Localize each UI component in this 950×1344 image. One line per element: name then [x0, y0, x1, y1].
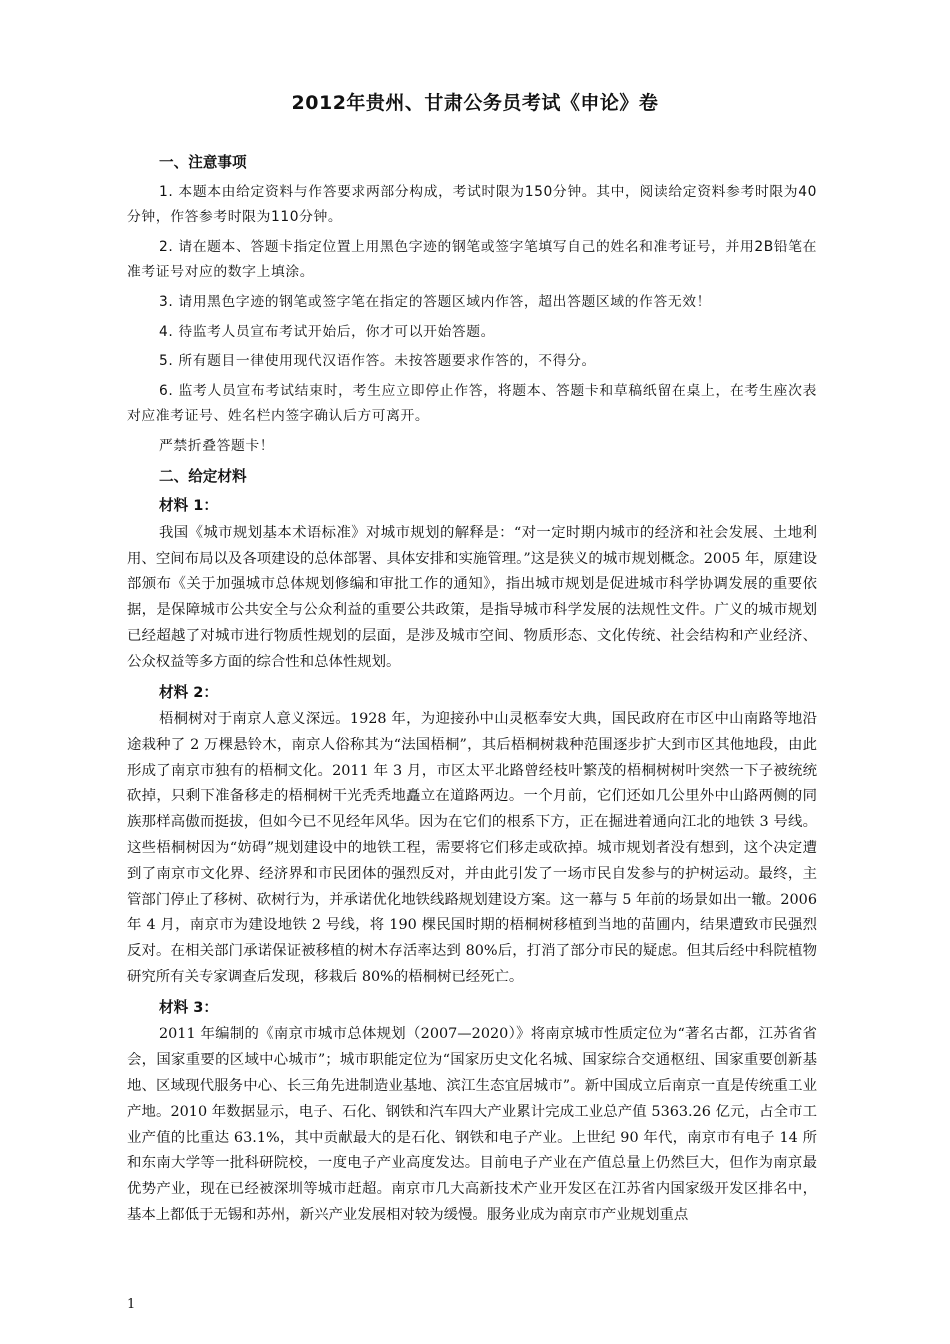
page-number: 1 [127, 1297, 136, 1312]
material-paragraph: 2011 年编制的《南京市城市总体规划（2007—2020）》将南京城市性质定位为“著名古都，江苏省省会，国家重要的区域中心城市”；城市职能定位为“国家历史文化名城、国家综合交通枢纽、国家重要创新基地、区域现代服务中心、长三角先进制造业基地、滨江生态宜居城市”。新中国成立后南京一直是传统重工业产地。2010 年数据显示，电子、石化、钢铁和汽车四大产业累计完成工业总产值 5363.26 亿元，占全市工业产值的比重达 63.1%，其中贡献最大的是石化、钢铁和电子产业。上世纪 90 年代，南京市有电子 14 所和东南大学等一批科研院校，一度电子产业高度发达。目前电子产业在产值总量上仍然巨大，但作为南京最优势产业，现在已经被深圳等城市赶超。南京市几大高新技术产业开发区在江苏省内国家级开发区排名中，基本上都低于无锡和苏州，新兴产业发展相对较为缓慢。服务业成为南京市产业规划重点 [127, 1026, 817, 1224]
material-label: 材料 3： [159, 998, 219, 1016]
notice-item: 2. 请在题本、答题卡指定位置上用黑色字迹的钢笔或签字笔填写自己的姓名和准考证号，并用2B铅笔在准考证号对应的数字上填涂。 [127, 238, 817, 281]
material-paragraph: 我国《城市规划基本术语标准》对城市规划的解释是：“对一定时期内城市的经济和社会发展、土地利用、空间布局以及各项建设的总体部署、具体安排和实施管理。”这是狭义的城市规划概念。2005 年，原建设部颁布《关于加强城市总体规划修编和审批工作的通知》，指出城市规划是促进城市科学协调发展的重要依据，是保障城市公共安全与公众利益的重要公共政策，是指导城市科学发展的法规性文件。广义的城市规划已经超越了对城市进行物质性规划的层面，是涉及城市空间、物质形态、文化传统、社会结构和产业经济、公众权益等多方面的综合性和总体性规划。 [127, 524, 817, 670]
section-heading-materials: 二、给定材料 [159, 467, 247, 485]
material-paragraph: 梧桐树对于南京人意义深远。1928 年，为迎接孙中山灵柩奉安大典，国民政府在市区中山南路等地沿途栽种了 2 万棵悬铃木，南京人俗称其为“法国梧桐”，其后梧桐树栽种范围逐步扩大到市区其他地段，由此形成了南京市独有的梧桐文化。2011 年 3 月，市区太平北路曾经枝叶繁茂的梧桐树树叶突然一下子被统统砍掉，只剩下准备移走的梧桐树干光秃秃地矗立在道路两边。一个月前，它们还如几公里外中山路两侧的同族那样高傲而挺拔，但如今已不见经年风华。因为在它们的根系下方，正在掘进着通向江北的地铁 3 号线。这些梧桐树因为“妨碍”规划建设中的地铁工程，需要将它们移走或砍掉。城市规划者没有想到，这个决定遭到了南京市文化界、经济界和市民团体的强烈反对，并由此引发了一场市民自发参与的护树运动。最终，主管部门停止了移树、砍树行为，并承诺优化地铁线路规划建设方案。这一幕与 5 年前的场景如出一辙。2006 年 4 月，南京市为建设地铁 2 号线，将 190 棵民国时期的梧桐树移植到当地的苗圃内，结果遭致市民强烈反对。在相关部门承诺保证被移植的树木存活率达到 80%后，打消了部分市民的疑虑。但其后经中科院植物研究所有关专家调查后发现，移栽后 80%的梧桐树已经死亡。 [127, 711, 817, 986]
document-title: 2012年贵州、甘肃公务员考试《申论》卷 [291, 92, 659, 114]
notice-item: 3. 请用黑色字迹的钢笔或签字笔在指定的答题区域内作答，超出答题区域的作答无效！ [159, 293, 712, 310]
notice-item: 6. 监考人员宣布考试结束时，考生应立即停止作答，将题本、答题卡和草稿纸留在桌上，在考生座次表对应准考证号、姓名栏内签字确认后方可离开。 [127, 382, 817, 425]
notice-item: 4. 待监考人员宣布考试开始后，你才可以开始答题。 [159, 323, 496, 340]
notice-item: 5. 所有题目一律使用现代汉语作答。未按答题要求作答的，不得分。 [159, 353, 596, 370]
document-body [127, 150, 817, 1233]
material-label: 材料 1： [159, 497, 219, 515]
notice-item: 1. 本题本由给定资料与作答要求两部分构成，考试时限为150分钟。其中，阅读给定资料参考时限为40分钟，作答参考时限为110分钟。 [127, 183, 817, 226]
notice-warning: 严禁折叠答题卡！ [159, 437, 275, 454]
material-label: 材料 2： [159, 683, 219, 701]
section-heading-notices: 一、注意事项 [159, 154, 247, 171]
